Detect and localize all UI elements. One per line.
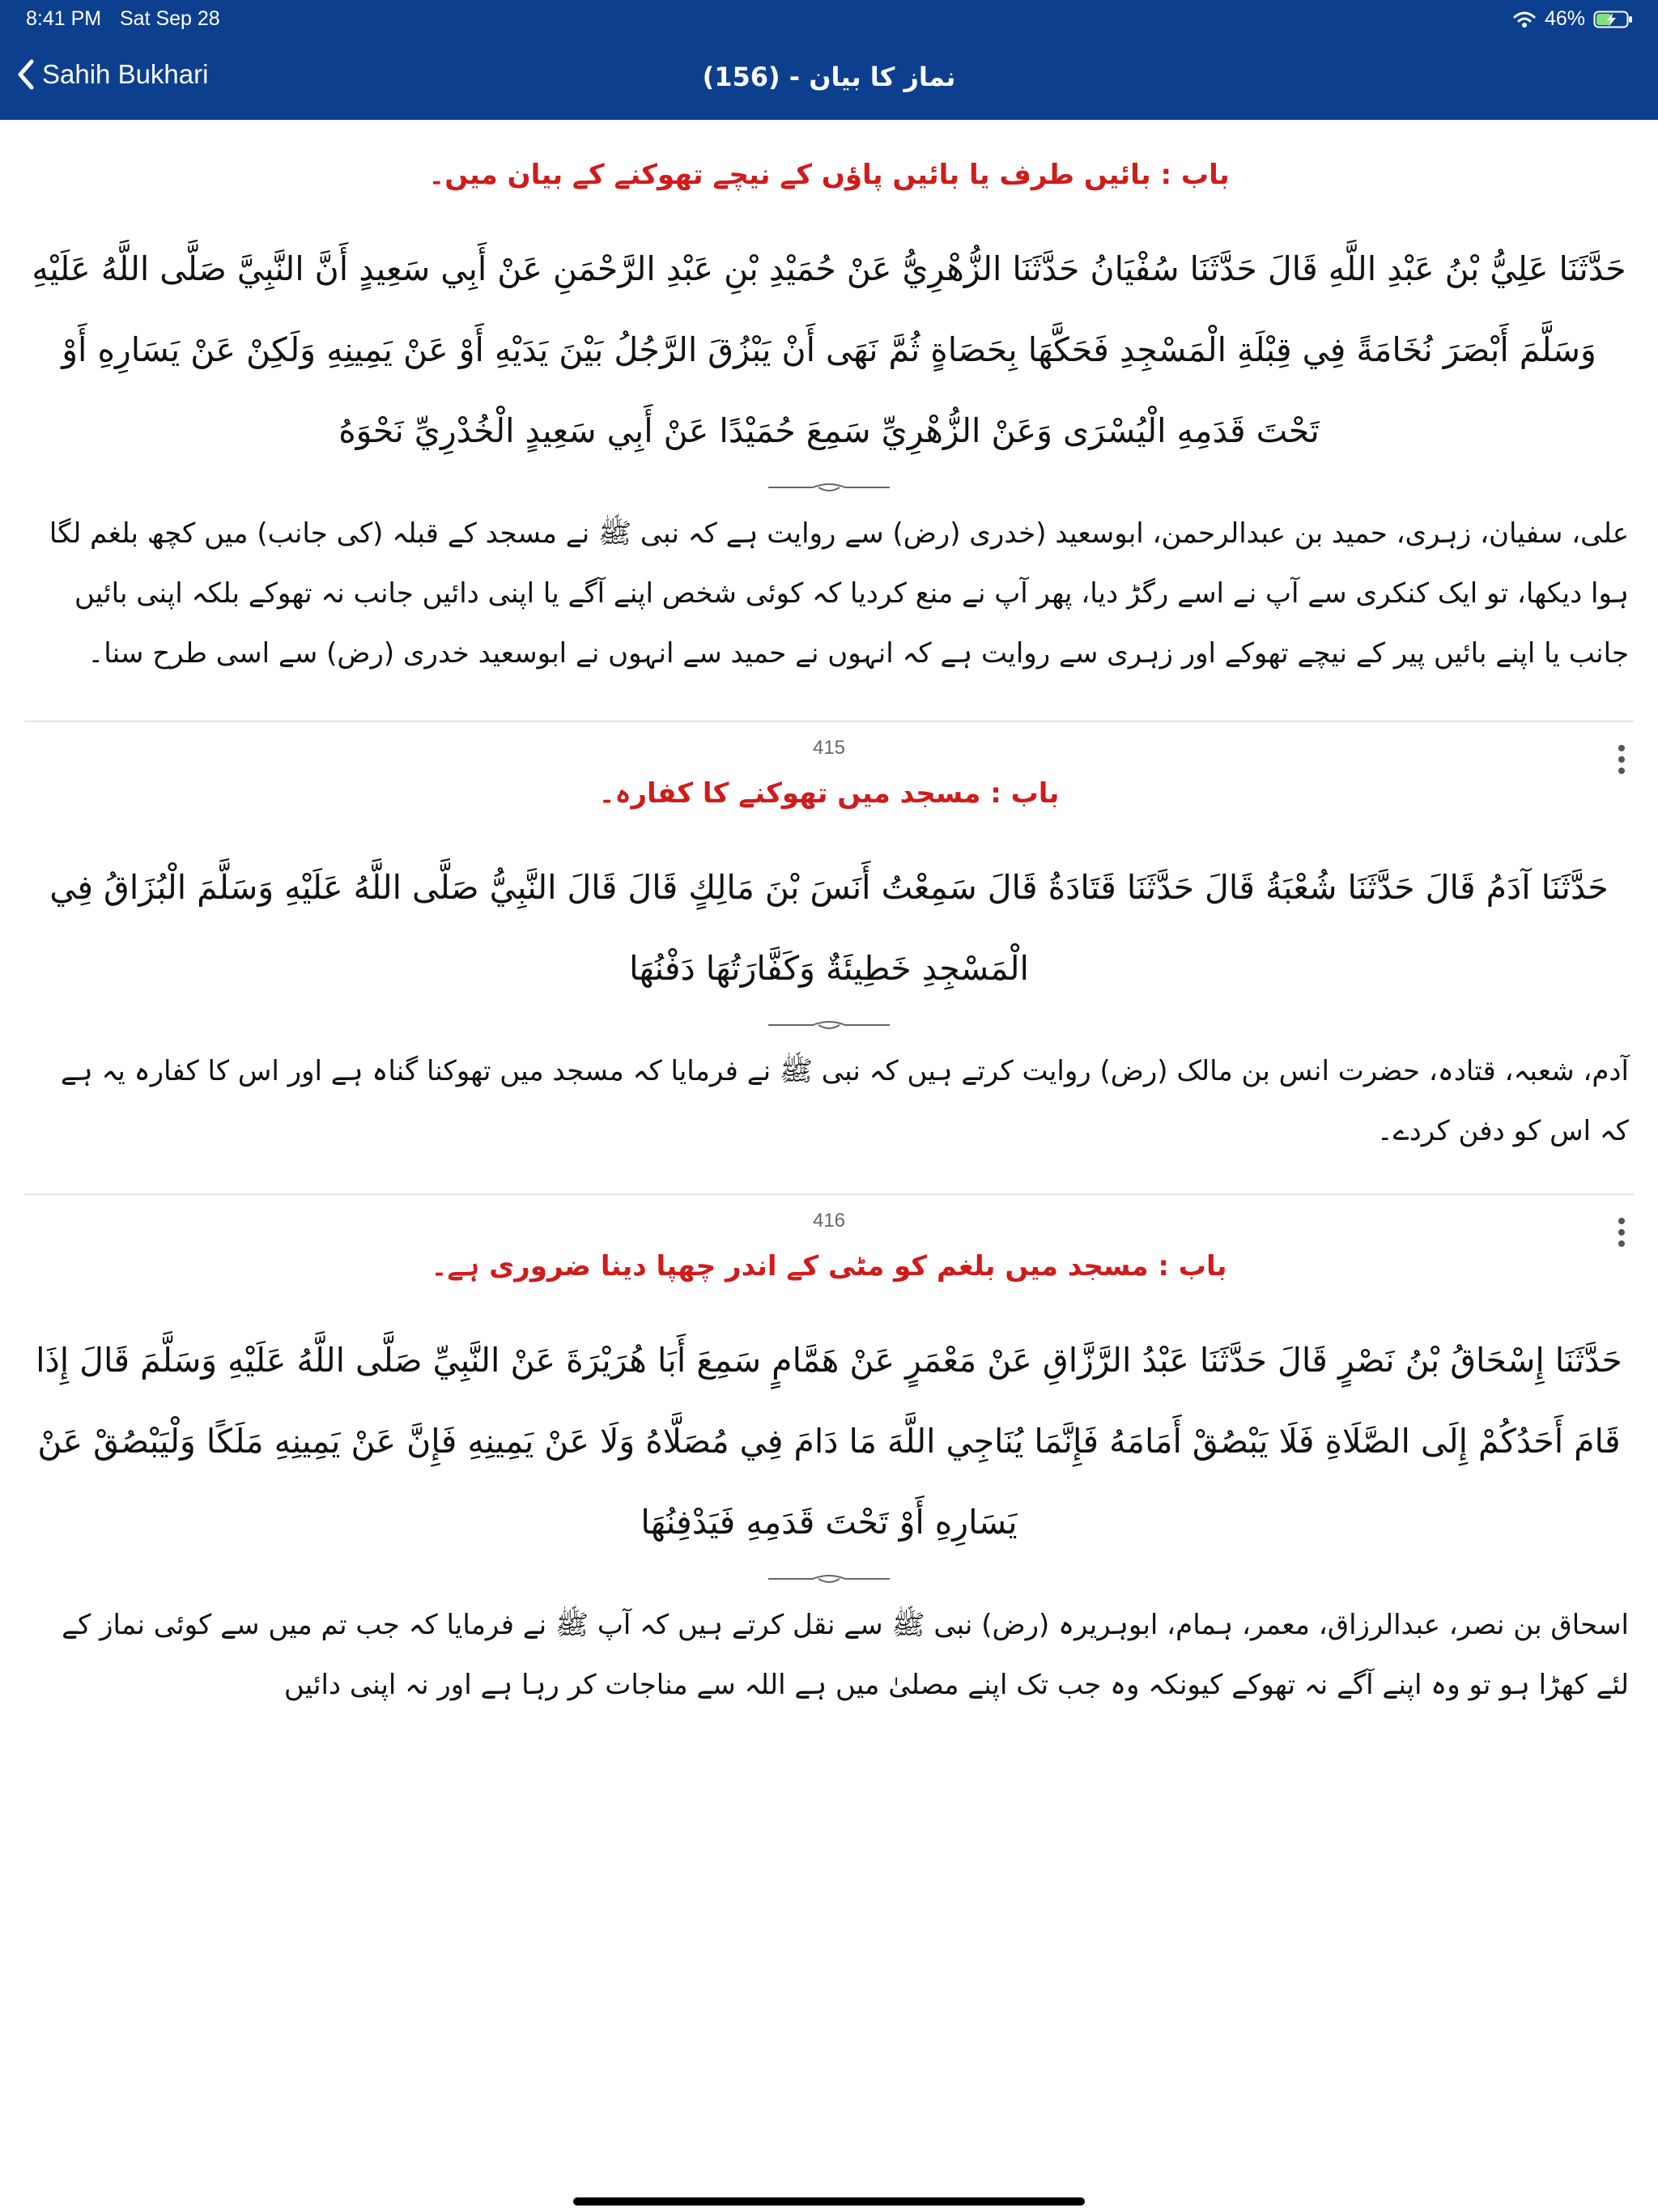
- battery-percent: 46%: [1544, 7, 1585, 30]
- hadith-list[interactable]: [0, 120, 1658, 2212]
- arabic-text: حَدَّثَنَا عَلِيُّ بْنُ عَبْدِ اللَّهِ قَالَ حَدَّثَنَا سُفْيَانُ حَدَّثَنَا الزُّهْرِيُّ عَنْ حُمَيْدِ بْنِ عَبْدِ الرَّحْمَنِ عَنْ أَبِي سَعِيدٍ أَنَّ النَّبِيَّ صَلَّى اللَّهُ عَلَيْهِ وَسَلَّمَ أَبْصَرَ نُخَامَةً فِي قِبْلَةِ الْمَسْجِدِ فَحَكَّهَا بِحَصَاةٍ ثُمَّ نَهَى أَنْ يَبْزُقَ الرَّجُلُ بَيْنَ يَدَيْهِ أَوْ عَنْ يَمِينِهِ وَلَكِنْ عَنْ يَسَارِهِ أَوْ تَحْتَ قَدَمِهِ الْيُسْرَى وَعَنْ الزُّهْرِيِّ سَمِعَ حُمَيْدًا عَنْ أَبِي سَعِيدٍ الْخُدْرِيِّ نَحْوَهُ: [32, 249, 1626, 450]
- back-button-label: Sahih Bukhari: [42, 59, 209, 89]
- home-indicator[interactable]: [573, 2197, 1085, 2206]
- wifi-icon: [1512, 10, 1537, 29]
- status-indicators: [1512, 7, 1634, 31]
- arabic-text: حَدَّثَنَا آدَمُ قَالَ حَدَّثَنَا شُعْبَةُ قَالَ حَدَّثَنَا قَتَادَةُ قَالَ سَمِعْتُ أَنَسَ بْنَ مَالِكٍ قَالَ قَالَ النَّبِيُّ صَلَّى اللَّهُ عَلَيْهِ وَسَلَّمَ الْبُزَاقُ فِي الْمَسْجِدِ خَطِيئَةٌ وَكَفَّارَتُهَا دَفْنُهَا: [49, 868, 1609, 988]
- battery-charging-icon: [1593, 10, 1634, 29]
- ornament-divider: [0, 1009, 1658, 1041]
- status-date: Sat Sep 28: [120, 7, 220, 30]
- ornament-divider: [0, 471, 1658, 504]
- more-options-icon[interactable]: [1616, 745, 1627, 781]
- ornament-divider: [0, 1563, 1658, 1595]
- urdu-translation: اسحاق بن نصر، عبدالرزاق، معمر، ہمام، ابوہریرہ (رض) نبی ﷺ سے نقل کرتے ہیں کہ آپ ﷺ نے فرمایا کہ جب تم میں سے کوئی نماز کے لئے کھڑا ہو تو وہ اپنے آگے نہ تھوکے کیونکہ وہ جب تک اپنے مصلیٰ میں ہے اللہ سے مناجات کر رہا ہے اور نہ اپنی دائیں: [62, 1609, 1629, 1701]
- more-options-icon[interactable]: [1616, 1218, 1627, 1253]
- hadith-item: [0, 1195, 1658, 1715]
- status-time: 8:41 PM: [26, 7, 102, 30]
- nav-title: نماز کا بیان - (156): [702, 62, 956, 92]
- hadith-item: [0, 120, 1658, 722]
- urdu-translation: علی، سفیان، زہری، حمید بن عبدالرحمن، ابوسعید (خدری (رض) سے روایت ہے کہ نبی ﷺ نے مسجد کے قبلہ (کی جانب) میں کچھ بلغم لگا ہوا دیکھا، تو ایک کنکری سے آپ نے اسے رگڑ دیا، پھر آپ نے منع کردیا کہ کوئی شخص اپنے آگے یا اپنی دائیں جانب نہ تھوکے بلکہ اپنی بائیں جانب یا اپنے بائیں پیر کے نیچے تھوکے اور زہری سے روایت ہے کہ انہوں نے حمید سے انہوں نے ابوسعید خدری (رض) سے اسی طرح سنا۔: [49, 517, 1629, 670]
- hadith-number: 415: [812, 737, 846, 759]
- urdu-translation: آدم، شعبہ، قتادہ، حضرت انس بن مالک (رض) روایت کرتے ہیں کہ نبی ﷺ نے فرمایا کہ مسجد میں تھوکنا گناہ ہے اور اس کا کفارہ یہ ہے کہ اس کو دفن کردے۔: [60, 1055, 1629, 1147]
- chapter-heading: باب : مسجد میں تھوکنے کا کفارہ۔: [598, 777, 1060, 810]
- chapter-heading: باب : مسجد میں بلغم کو مٹی کے اندر چھپا دینا ضروری ہے۔: [431, 1250, 1227, 1283]
- status-bar: [0, 0, 1658, 39]
- hadith-number: 416: [812, 1210, 846, 1231]
- chapter-heading: باب : بائیں طرف یا بائیں پاؤں کے نیچے تھوکنے کے بیان میں۔: [428, 159, 1230, 191]
- hadith-item: [0, 722, 1658, 1195]
- arabic-text: حَدَّثَنَا إِسْحَاقُ بْنُ نَصْرٍ قَالَ حَدَّثَنَا عَبْدُ الرَّزَّاقِ عَنْ مَعْمَرٍ عَنْ هَمَّامٍ سَمِعَ أَبَا هُرَيْرَةَ عَنْ النَّبِيِّ صَلَّى اللَّهُ عَلَيْهِ وَسَلَّمَ قَالَ إِذَا قَامَ أَحَدُكُمْ إِلَى الصَّلَاةِ فَلَا يَبْصُقْ أَمَامَهُ فَإِنَّمَا يُنَاجِي اللَّهَ مَا دَامَ فِي مُصَلَّاهُ وَلَا عَنْ يَمِينِهِ فَإِنَّ عَنْ يَمِينِهِ مَلَكًا وَلْيَبْصُقْ عَنْ يَسَارِهِ أَوْ تَحْتَ قَدَمِهِ فَيَدْفِنُهَا: [36, 1341, 1622, 1542]
- navigation-bar: [0, 39, 1658, 120]
